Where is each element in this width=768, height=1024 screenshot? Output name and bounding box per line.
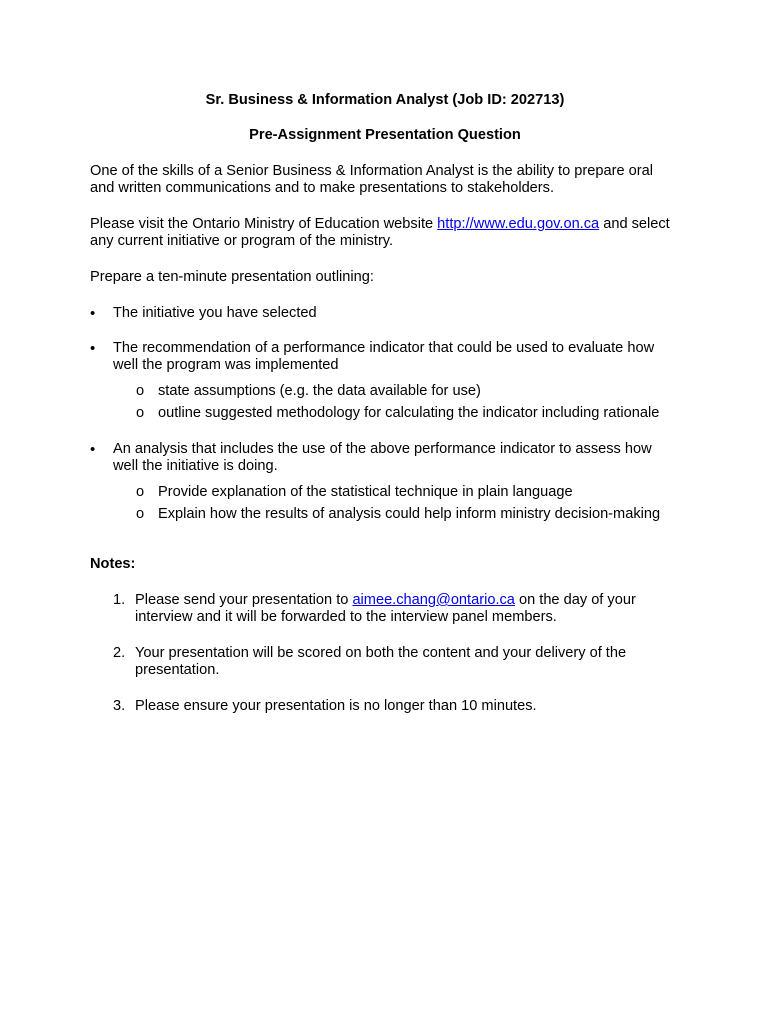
bullet-icon: • (90, 441, 96, 458)
note-number: 3. (113, 698, 126, 714)
note-number: 1. (113, 592, 126, 608)
document-subtitle: Pre-Assignment Presentation Question (249, 127, 521, 143)
bullet-text: The recommendation of a performance indicator that could be used to evaluate how well the program was implemented (113, 340, 655, 373)
sub-bullet-icon: o (136, 484, 145, 500)
sub-list-item (136, 405, 680, 422)
bullet-text: The initiative you have selected (113, 305, 317, 321)
note-text-after: on the day of your interview and it will be forwarded to the interview panel members. (135, 592, 636, 625)
bullet-icon: • (90, 305, 96, 322)
sub-list-item (136, 506, 680, 523)
email-link[interactable]: aimee.chang@ontario.ca (352, 592, 515, 608)
bullet-item-initiative (90, 305, 680, 322)
sub-list (136, 383, 680, 422)
note-text: Your presentation will be scored on both the content and your delivery of the presentation. (135, 645, 627, 678)
prepare-paragraph: Prepare a ten-minute presentation outlining: (90, 269, 374, 285)
sub-item-text: Provide explanation of the statistical technique in plain language (158, 484, 573, 500)
document-title: Sr. Business & Information Analyst (Job ID: 202713) (205, 92, 565, 108)
sub-bullet-icon: o (136, 506, 145, 522)
sub-item-text: state assumptions (e.g. the data available for use) (158, 383, 481, 399)
visit-text-after: and select any current initiative or program of the ministry. (90, 216, 670, 249)
note-text: Please ensure your presentation is no longer than 10 minutes. (135, 698, 537, 714)
sub-bullet-icon: o (136, 383, 145, 399)
visit-paragraph (90, 216, 680, 250)
note-item (90, 645, 680, 679)
note-item (90, 698, 680, 715)
sub-item-text: Explain how the results of analysis could help inform ministry decision-making (158, 506, 661, 522)
notes-heading: Notes: (90, 556, 136, 572)
ministry-website-link[interactable]: http://www.edu.gov.on.ca (437, 216, 600, 232)
sub-item-text: outline suggested methodology for calculating the indicator including rationale (158, 405, 660, 421)
bullet-text: An analysis that includes the use of the above performance indicator to assess how well the initiative is doing. (113, 441, 652, 474)
sub-list-item (136, 484, 680, 501)
sub-list (136, 484, 680, 523)
bullet-item-analysis (90, 441, 680, 523)
visit-text-before: Please visit the Ontario Ministry of Education website (90, 216, 438, 232)
sub-list-item (136, 383, 680, 400)
bullet-icon: • (90, 340, 96, 357)
document-body (90, 92, 680, 734)
sub-bullet-icon: o (136, 405, 145, 421)
note-item (90, 592, 680, 626)
note-number: 2. (113, 645, 126, 661)
bullet-item-performance-indicator (90, 340, 680, 422)
intro-paragraph: One of the skills of a Senior Business & Information Analyst is the ability to prepare oral and written communications and to make presentations to stakeholders. (90, 163, 653, 196)
note-text-before: Please send your presentation to (135, 592, 353, 608)
